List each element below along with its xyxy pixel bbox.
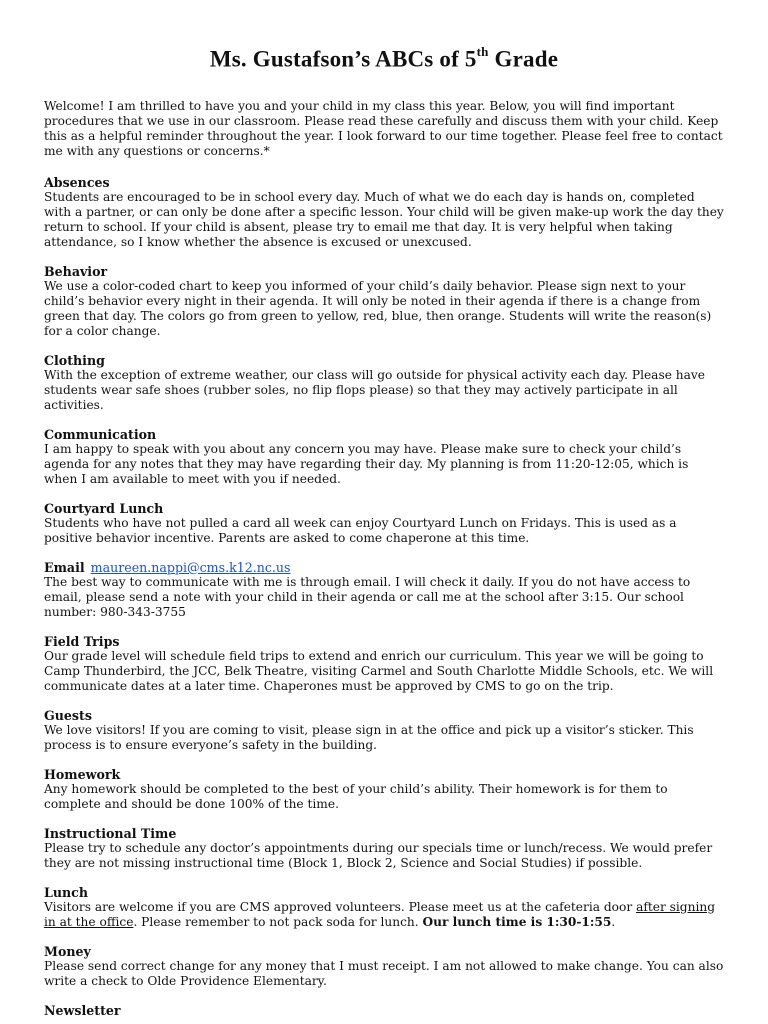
section-text: Please send correct change for any money that I must receipt. I am not allowed to make change. You can also write a check to Olde Providence Elementary. — [44, 958, 724, 988]
section-text: Visitors are welcome if you are CMS approved volunteers. Please meet us at the cafeteria door after signing in at the office. Please remember to not pack soda for lunch. Our lunch time is 1:30-1:55. — [44, 899, 716, 929]
section-communication — [44, 427, 724, 487]
section-title: Clothing — [44, 352, 105, 368]
section-instructional-time — [44, 826, 724, 871]
underlined-text: after signing in at the office — [44, 899, 716, 929]
section-title: Lunch — [44, 884, 88, 900]
lunch-time-bold: Our lunch time is 1:30-1:55 — [422, 914, 612, 929]
section-text: The best way to communicate with me is through email. I will check it daily. If you do not have access to email, please send a note with your child in their agenda or call me at the school after 3:15. Our school number: 980-343-3755 — [44, 574, 691, 619]
section-lunch — [44, 885, 724, 930]
title-superscript: th — [476, 44, 489, 59]
section-text: Please try to schedule any doctor’s appointments during our specials time or lunch/recess. We would prefer they are not missing instructional time (Block 1, Block 2, Science and Social Studies) if possible. — [44, 840, 713, 870]
section-text: Our grade level will schedule field trips to extend and enrich our curriculum. This year we will be going to Camp Thunderbird, the JCC, Belk Theatre, visiting Carmel and South Charlotte Middle Schools, etc. We will communicate dates at a later time. Chaperones must be approved by CMS to go on the trip. — [44, 648, 714, 693]
section-clothing — [44, 353, 724, 413]
section-title: Courtyard Lunch — [44, 500, 164, 516]
section-title: Communication — [44, 426, 157, 442]
section-title: Field Trips — [44, 633, 120, 649]
email-link[interactable]: maureen.nappi@cms.k12.nc.us — [90, 559, 291, 575]
section-title: Instructional Time — [44, 825, 177, 841]
section-email — [44, 560, 724, 620]
section-money — [44, 944, 724, 989]
section-text: Students who have not pulled a card all week can enjoy Courtyard Lunch on Fridays. This is used as a positive behavior incentive. Parents are asked to come chaperone at this time. — [44, 515, 677, 545]
section-title: Absences — [44, 174, 110, 190]
section-title: Behavior — [44, 263, 108, 279]
section-text: With the exception of extreme weather, our class will go outside for physical activity each day. Please have students wear safe shoes (rubber soles, no flip flops please) so that they may actively participate in all activities. — [44, 367, 706, 412]
page-title: Ms. Gustafson’s ABCs of 5th Grade — [209, 44, 559, 72]
section-homework — [44, 767, 724, 812]
section-behavior — [44, 264, 724, 339]
section-absences — [44, 175, 724, 250]
section-title: Homework — [44, 766, 121, 782]
section-text: We love visitors! If you are coming to visit, please sign in at the office and pick up a visitor’s sticker. This process is to ensure everyone’s safety in the building. — [44, 722, 694, 752]
intro-paragraph: Welcome! I am thrilled to have you and your child in my class this year. Below, you will find important procedures that we use in our classroom. Please read these carefully and discuss them with your child. Keep this as a helpful reminder throughout the year. I look forward to our time together. Please feel free to contact me with any questions or concerns.* — [44, 98, 723, 158]
section-text: I am happy to speak with you about any concern you may have. Please make sure to check your child’s agenda for any notes that they may have regarding their day. My planning is from 11:20-12:05, which is when I am available to meet with you if needed. — [44, 441, 689, 486]
section-title: Newsletter — [44, 1002, 121, 1018]
section-courtyard-lunch — [44, 501, 724, 546]
section-text: Students are encouraged to be in school every day. Much of what we do each day is hands on, completed with a partner, or can only be done after a specific lesson. Your child will be given make-up work the day they return to school. If your child is absent, please try to email me that day. It is very helpful when taking attendance, so I know whether the absence is excused or unexcused. — [44, 189, 724, 249]
section-field-trips — [44, 634, 724, 694]
section-guests — [44, 708, 724, 753]
section-title: Money — [44, 943, 91, 959]
section-text: Any homework should be completed to the best of your child’s ability. Their homework is for them to complete and should be done 100% of the time. — [44, 781, 668, 811]
section-text: We use a color-coded chart to keep you informed of your child’s daily behavior. Please sign next to your child’s behavior every night in their agenda. It will only be noted in their agenda if there is a change from green that day. The colors go from green to yellow, red, blue, then orange. Students will write the reason(s) for a color change. — [44, 278, 712, 338]
section-newsletter — [44, 1003, 724, 1018]
section-title: Email maureen.nappi@cms.k12.nc.us — [44, 559, 291, 575]
section-title: Guests — [44, 707, 92, 723]
